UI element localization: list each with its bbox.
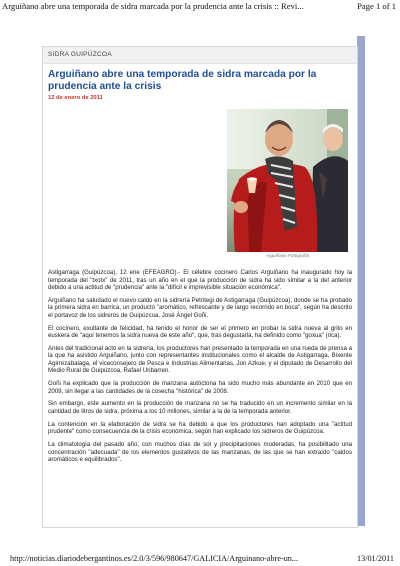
article-date: 12 de enero de 2011 (48, 95, 103, 101)
print-page-number: Page 1 of 1 (357, 1, 396, 11)
section-label: SIDRA GUIPÚZCOA (48, 51, 112, 58)
chef-photo-image (227, 109, 348, 252)
photo-caption: Arguiñano Fotografía (265, 253, 310, 258)
article-headline: Arguiñano abre una temporada de sidra marcada por la prudencia ante la crisis (48, 69, 317, 92)
article-paragraph: La contención en la elaboración de sidra se ha debido a que los productores han adoptado una "actitud prudente" como consecuencia de la crisis económica, según han explicado los sidreros de Guipúzcoa. (48, 420, 352, 436)
article-card (42, 46, 358, 528)
article-body (48, 269, 352, 469)
article-paragraph: Arguiñano ha saludado el nuevo caldo en la sidrería Petritegi de Astigarraga (Guipúzcoa), donde se ha probado la primera sidra en barrica, un producto "aromático, refrescante y de largo recorrido en boca", según ha descrito el portavoz de los sidreros de Guipúzcoa, José Ángel Goñi. (48, 296, 352, 319)
page-side-bar (357, 36, 365, 526)
article-paragraph: Goñi ha explicado que la producción de manzana autóctona ha sido mucho más abundante en 2010 que en 2009, sin llegar a las cantidades de la cosecha "histórica" de 2008. (48, 380, 352, 395)
print-header (0, 0, 400, 12)
article-paragraph: La climatología del pasado año, con muchos días de sol y precipitaciones moderadas, ha posibilitado una concentración "adecuada" de los elementos gustativos de las manzanas, de las que se han extraído "caldos aromáticos e equilibrados". (48, 441, 352, 464)
article-paragraph: Antes del tradicional acto en la sidrería, los productores han presentado la temporada en una rueda de prensa a la que ha asistido Arguiñano, junto con representantes institucionales como el alcalde de Astigarraga, Bixente Agirrezabalaga, el viceconsejero de Pesca e Industrias Alimentarias, Jon Azkue, y el diputado de Desarrollo del Medio Rural de Guipúzcoa, Rafael Uribarren. (48, 344, 352, 375)
section-band (43, 47, 357, 64)
article-paragraph: El cocinero, exultante de felicidad, ha tenido el honor de ser el primero en probar la sidra nueva al grito en euskera de "aquí tenemos la sidra nueva de este año", que, tras degustarla, ha definido como "goxua" (rica). (48, 324, 352, 340)
article-photo (227, 109, 348, 261)
print-url: http://noticias.diariodebergantinos.es/2.0/3/596/980647/GALICIA/Arguinano-abre-un... (10, 554, 299, 563)
print-page-title: Arguiñano abre una temporada de sidra marcada por la prudencia ante la crisis :: Revi... (2, 1, 304, 11)
print-footer (0, 552, 400, 566)
article-paragraph: Sin embargo, este aumento en la producción de manzana no se ha traducido en un incremento similar en la cantidad de litros de sidra, próxima a los 10 millones, similar a la de la temporada anterior. (48, 400, 352, 415)
article-paragraph: Astigarraga (Guipúzcoa), 12 ene (EFEAGRO).- El célebre cocinero Carlos Arguiñano ha inaugurado hoy la temporada del "txotx" de 2011, tras un año en el que la producción de sidra ha sido similar a la del anterior debido a una actitud de "prudencia" ante la "difícil e imprevisible situación económica". (48, 269, 352, 291)
print-date: 13/01/2011 (357, 554, 394, 563)
